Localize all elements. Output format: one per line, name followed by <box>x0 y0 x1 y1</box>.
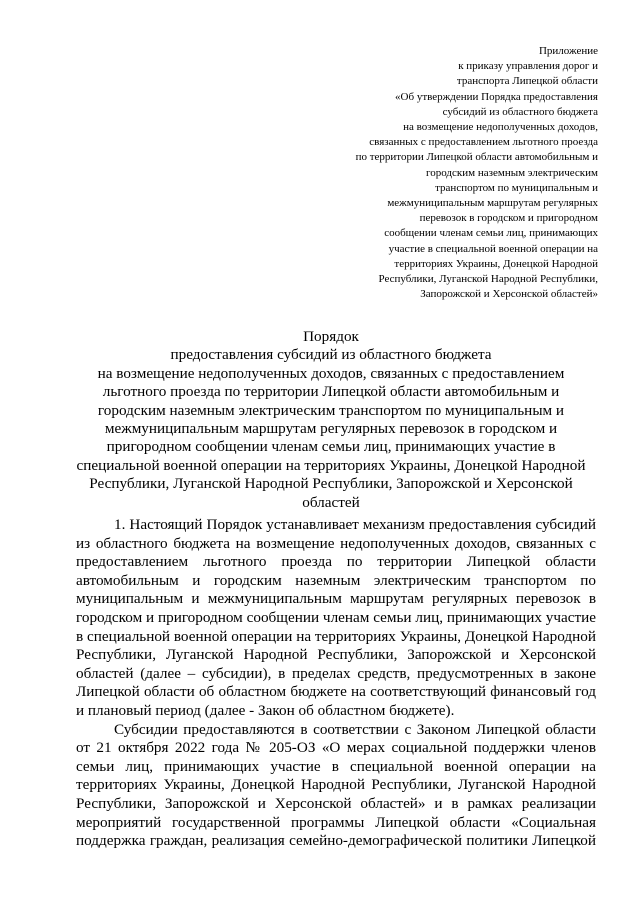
annex-header <box>298 44 598 302</box>
annex-line: Республики, Луганской Народной Республики, <box>378 273 598 286</box>
paragraph-line: автомобильным и городским наземным электрическим транспортом по <box>76 571 596 589</box>
title-line: предоставления субсидий из областного бюджета <box>170 346 492 364</box>
paragraph-line: городском и пригородном сообщении членам семьи лиц, принимающих участие <box>76 608 596 626</box>
annex-line: Запорожской и Херсонской областей» <box>420 288 598 301</box>
paragraph-line: муниципальным и межмуниципальным маршрутам регулярных перевозок в <box>76 590 596 608</box>
title-line: межмуниципальным маршрутам регулярных перевозок в городском и <box>104 420 558 438</box>
annex-line: сообщении членам семьи лиц, принимающих <box>384 227 598 240</box>
title-line: Республики, Луганской Народной Республики, Запорожской и Херсонской <box>89 475 573 493</box>
title-line: областей <box>302 493 360 511</box>
paragraph-line: семьи лиц, принимающих участие в специальной военной операции на <box>76 757 596 775</box>
paragraph-2 <box>76 721 596 851</box>
annex-line: межмуниципальным маршрутам регулярных <box>387 197 598 210</box>
title-line: на возмещение недополученных доходов, связанных с предоставлением <box>97 364 565 382</box>
paragraph-line: 1. Настоящий Порядок устанавливает механизм предоставления субсидий <box>114 516 596 533</box>
paragraph-line: Республики, Луганской Народной Республики, Запорожской и Херсонской <box>76 646 596 664</box>
annex-line: транспортом по муниципальным и <box>435 181 598 194</box>
annex-line: на возмещение недополученных доходов, <box>403 121 598 134</box>
annex-line: перевозок в городском и пригородном <box>419 212 598 225</box>
paragraph-line: из областного бюджета на возмещение недополученных доходов, связанных с <box>76 534 596 552</box>
annex-line: Приложение <box>538 45 598 57</box>
document-title <box>60 328 602 512</box>
title-line: пригородном сообщении членам семьи лиц, принимающих участие в <box>106 438 556 456</box>
annex-line: городским наземным электрическим <box>426 166 598 179</box>
paragraph-line: Липецкой области об областном бюджете на соответствующий финансовый год <box>76 683 596 701</box>
paragraph-line: областей (далее – субсидии), в пределах средств, предусмотренных в законе <box>76 664 596 682</box>
annex-line: субсидий из областного бюджета <box>442 105 598 118</box>
paragraph-line: от 21 октября 2022 года № 205-ОЗ «О мерах социальной поддержки членов <box>76 739 596 757</box>
annex-line: «Об утверждении Порядка предоставления <box>395 90 598 103</box>
annex-line: к приказу управления дорог и <box>458 60 598 73</box>
title-line: льготного проезда по территории Липецкой области автомобильным и <box>102 383 560 401</box>
paragraph-line: предоставлением льготного проезда по территории Липецкой области <box>76 553 596 571</box>
annex-line: по территории Липецкой области автомобильным и <box>355 151 598 164</box>
annex-line: связанных с предоставлением льготного проезда <box>369 136 598 149</box>
paragraph-line: территориях Украины, Донецкой Народной Республики, Луганской Народной <box>76 776 596 794</box>
annex-line: транспорта Липецкой области <box>456 75 598 88</box>
paragraph-line: Республики, Запорожской и Херсонской областей» и в рамках реализации <box>76 794 596 812</box>
paragraph-1 <box>76 516 596 721</box>
title-line: специальной военной операции на территориях Украины, Донецкой Народной <box>76 456 586 474</box>
title-line: Порядок <box>303 328 359 345</box>
annex-line: территориях Украины, Донецкой Народной <box>394 257 598 270</box>
paragraph-line: Субсидии предоставляются в соответствии с Законом Липецкой области <box>114 720 596 738</box>
paragraph-line: и плановый период (далее - Закон об областном бюджете). <box>76 701 455 719</box>
paragraph-line: в специальной военной операции на территориях Украины, Донецкой Народной <box>76 627 596 645</box>
paragraph-line: поддержка граждан, реализация семейно-демографической политики Липецкой <box>76 832 596 850</box>
document-body <box>76 516 596 851</box>
paragraph-line: мероприятий государственной программы Липецкой области «Социальная <box>76 813 596 831</box>
annex-line: участие в специальной военной операции на <box>388 242 598 255</box>
title-line: городским наземным электрическим транспортом по муниципальным и <box>97 401 565 419</box>
